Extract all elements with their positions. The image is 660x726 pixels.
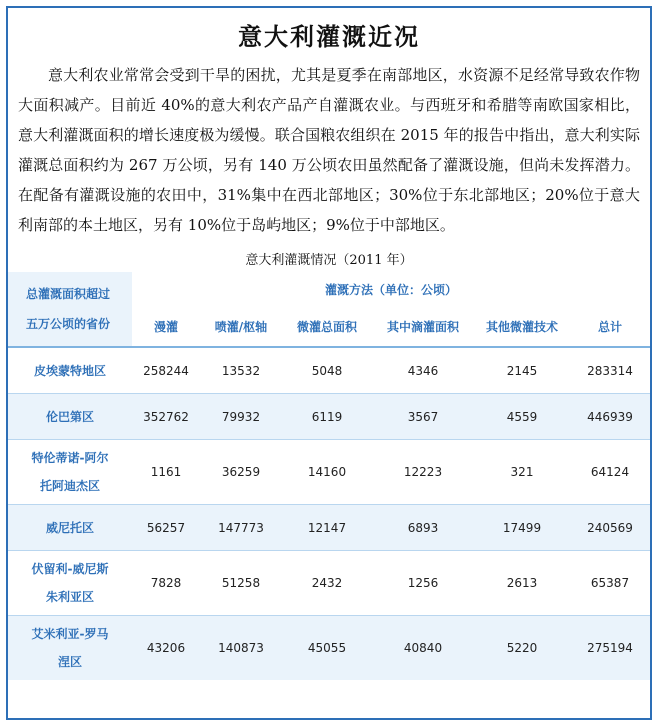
value-cell: 2145 bbox=[474, 348, 570, 394]
column-header: 其他微灌技术 bbox=[474, 306, 570, 348]
value-cell: 56257 bbox=[132, 505, 200, 551]
region-name: 伦巴第区 bbox=[8, 394, 132, 440]
value-cell: 65387 bbox=[570, 551, 650, 616]
value-cell: 45055 bbox=[282, 616, 372, 680]
value-cell: 6893 bbox=[372, 505, 474, 551]
region-name: 皮埃蒙特地区 bbox=[8, 348, 132, 394]
region-header-line1: 总灌溉面积超过 bbox=[26, 287, 111, 301]
article-title: 意大利灌溉近况 bbox=[238, 22, 420, 51]
value-cell: 2432 bbox=[282, 551, 372, 616]
value-cell: 36259 bbox=[200, 440, 282, 505]
value-cell: 5220 bbox=[474, 616, 570, 680]
article-paragraph: 意大利农业常常会受到干旱的困扰，尤其是夏季在南部地区，水资源不足经常导致农作物大面积减产。目前近 40%的意大利农产品产自灌溉农业。与西班牙和希腊等南欧国家相比，意大利灌溉面积的增长速度极为缓慢。联合国粮农组织在 2015 年的报告中指出，意大利实际灌溉总面积约为 267 万公顷，另有 140 万公顷农田虽然配备了灌溉设施，但尚未发挥潜力。在配备有灌溉设施的农田中，31%集中在西北部地区；30%位于东北部地区；20%位于意大利南部的本土地区，另有 10%位于岛屿地区；9%位于中部地区。 bbox=[18, 66, 640, 234]
value-cell: 4559 bbox=[474, 394, 570, 440]
region-name: 威尼托区 bbox=[8, 505, 132, 551]
value-cell: 3567 bbox=[372, 394, 474, 440]
table-row bbox=[8, 505, 650, 551]
value-cell: 12223 bbox=[372, 440, 474, 505]
value-cell: 7828 bbox=[132, 551, 200, 616]
table-row bbox=[8, 394, 650, 440]
region-name: 伏留利-威尼斯 朱利亚区 bbox=[8, 551, 132, 616]
value-cell: 275194 bbox=[570, 616, 650, 680]
value-cell: 240569 bbox=[570, 505, 650, 551]
column-header: 喷灌/枢轴 bbox=[200, 306, 282, 348]
method-header: 灌溉方法（单位：公顷） bbox=[324, 282, 457, 297]
value-cell: 283314 bbox=[570, 348, 650, 394]
value-cell: 40840 bbox=[372, 616, 474, 680]
region-column-header bbox=[8, 272, 132, 348]
value-cell: 12147 bbox=[282, 505, 372, 551]
value-cell: 13532 bbox=[200, 348, 282, 394]
value-cell: 64124 bbox=[570, 440, 650, 505]
region-name: 艾米利亚-罗马 涅区 bbox=[8, 616, 132, 680]
value-cell: 14160 bbox=[282, 440, 372, 505]
value-cell: 6119 bbox=[282, 394, 372, 440]
column-header: 总计 bbox=[570, 306, 650, 348]
irrigation-table bbox=[8, 272, 650, 680]
table-row bbox=[8, 440, 650, 505]
value-cell: 2613 bbox=[474, 551, 570, 616]
value-cell: 1161 bbox=[132, 440, 200, 505]
value-cell: 79932 bbox=[200, 394, 282, 440]
value-cell: 321 bbox=[474, 440, 570, 505]
value-cell: 4346 bbox=[372, 348, 474, 394]
value-cell: 352762 bbox=[132, 394, 200, 440]
table-row bbox=[8, 616, 650, 680]
value-cell: 17499 bbox=[474, 505, 570, 551]
table-caption: 意大利灌溉情况（2011 年） bbox=[245, 253, 413, 268]
column-header: 其中滴灌面积 bbox=[372, 306, 474, 348]
region-header-line2: 五万公顷的省份 bbox=[26, 317, 111, 331]
region-name: 特伦蒂诺-阿尔 托阿迪杰区 bbox=[8, 440, 132, 505]
value-cell: 43206 bbox=[132, 616, 200, 680]
value-cell: 5048 bbox=[282, 348, 372, 394]
value-cell: 51258 bbox=[200, 551, 282, 616]
value-cell: 258244 bbox=[132, 348, 200, 394]
value-cell: 147773 bbox=[200, 505, 282, 551]
value-cell: 446939 bbox=[570, 394, 650, 440]
column-header: 漫灌 bbox=[132, 306, 200, 348]
table-row bbox=[8, 348, 650, 394]
column-header: 微灌总面积 bbox=[282, 306, 372, 348]
value-cell: 1256 bbox=[372, 551, 474, 616]
article-frame bbox=[6, 6, 652, 720]
value-cell: 140873 bbox=[200, 616, 282, 680]
table-row bbox=[8, 551, 650, 616]
